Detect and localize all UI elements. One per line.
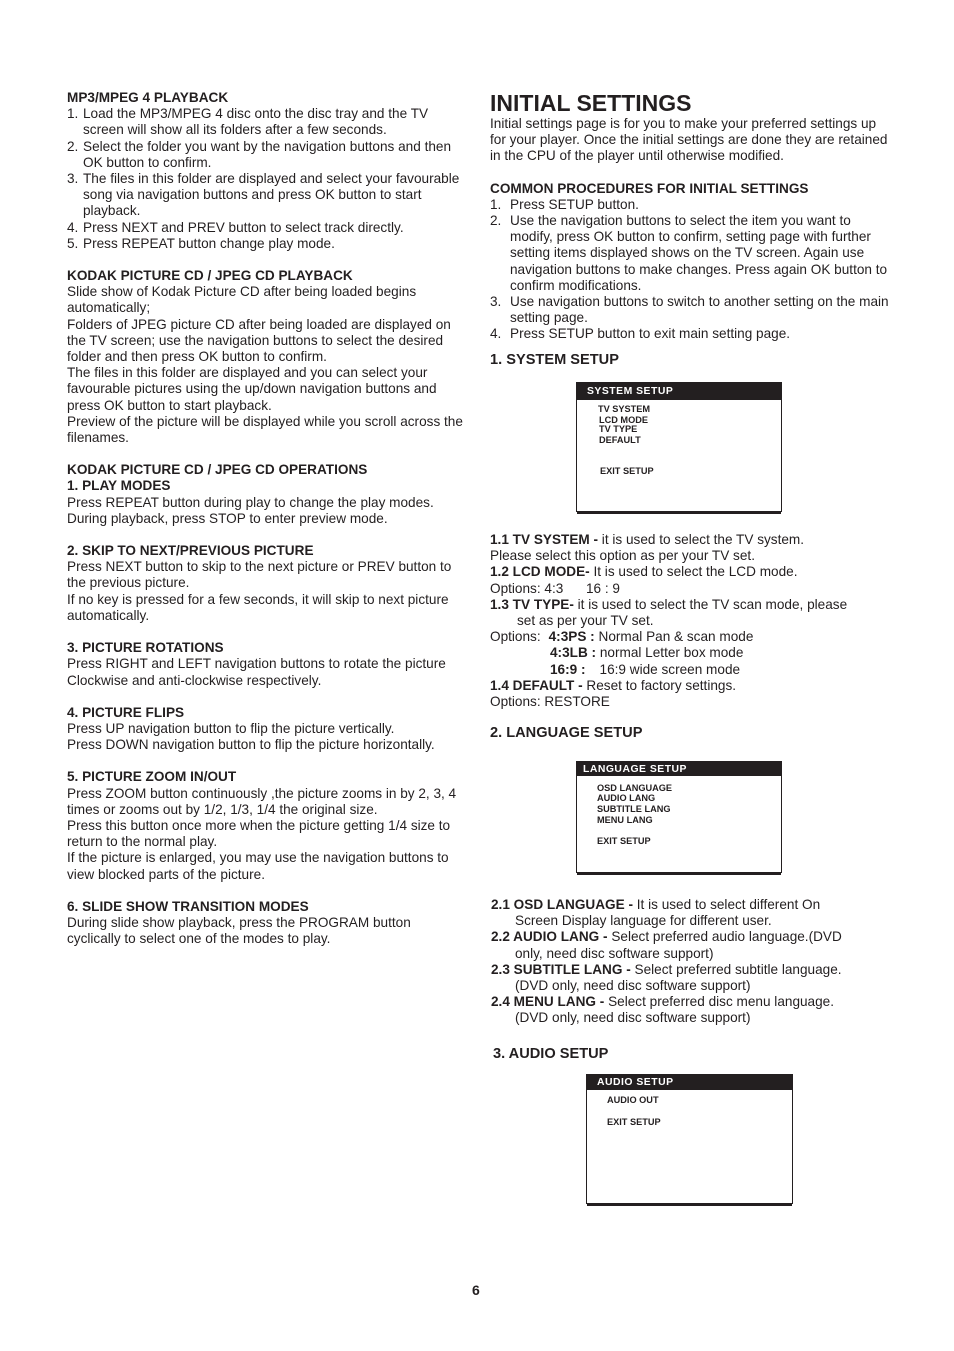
tv-system-desc: 1.1 TV SYSTEM - it is used to select the TV system.	[490, 532, 805, 547]
menu-item-menu-lang[interactable]: MENU LANG	[597, 815, 653, 825]
paragraph: Press NEXT button to skip to the next picture or PREV button to the previous picture.	[67, 559, 452, 591]
menu-shadow	[587, 1203, 792, 1206]
paragraph: only, need disc software support)	[515, 945, 714, 961]
mp3-steps	[67, 106, 467, 252]
menu-item-lcd-mode[interactable]: LCD MODE	[599, 415, 648, 425]
menu-item-audio-lang[interactable]: AUDIO LANG	[597, 793, 656, 803]
slide-title: 6. SLIDE SHOW TRANSITION MODES	[67, 898, 309, 914]
paragraph: The files in this folder are displayed and you can select your favourable pictures using the up/down navigation buttons and press OK button to start playback.	[67, 365, 437, 413]
paragraph: Please select this option as per your TV set.	[490, 548, 755, 564]
menu-lang-desc: 2.4 MENU LANG - Select preferred disc menu language.	[491, 994, 835, 1010]
paragraph: Press RIGHT and LEFT navigation buttons to rotate the picture Clockwise and anti-clockwise respectively.	[67, 656, 446, 688]
menu-item-tv-system[interactable]: TV SYSTEM	[598, 404, 651, 414]
list-item: 4. Press SETUP button to exit main setting page.	[490, 326, 791, 342]
list-item: 1. Load the MP3/MPEG 4 disc onto the disc tray and the TV screen will show all its folders after a few seconds.	[67, 106, 429, 138]
tv-type-option-3: 16:9 : 16:9 wide screen mode	[550, 661, 741, 677]
menu-item-default[interactable]: DEFAULT	[599, 435, 641, 445]
osd-language-desc: 2.1 OSD LANGUAGE - It is used to select different On	[491, 897, 821, 912]
right-column	[490, 90, 890, 343]
kodak-playback-heading: KODAK PICTURE CD / JPEG CD PLAYBACK	[67, 268, 353, 284]
list-item: 4. Press NEXT and PREV button to select track directly.	[67, 219, 404, 235]
menu-item-exit-setup[interactable]: EXIT SETUP	[607, 1117, 661, 1127]
paragraph: Options: RESTORE	[490, 694, 610, 710]
paragraph: Folders of JPEG picture CD after being loaded are displayed on the TV screen; use the navigation buttons to select the desired folder and then press OK button to confirm.	[67, 316, 451, 365]
menu-item-audio-out[interactable]: AUDIO OUT	[607, 1095, 659, 1105]
system-descriptions	[490, 532, 890, 710]
paragraph: set as per your TV set.	[517, 613, 654, 629]
skip-title: 2. SKIP TO NEXT/PREVIOUS PICTURE	[67, 543, 314, 559]
tv-type-option-1: Options: 4:3PS : Normal Pan & scan mode	[490, 629, 754, 645]
rotations-title: 3. PICTURE ROTATIONS	[67, 640, 224, 656]
language-setup-heading: 2. LANGUAGE SETUP	[490, 725, 643, 741]
paragraph: Press ZOOM button continuously ,the picture zooms in by 2, 3, 4 times or zooms out by 1/2, 1/3, 1/4 the original size.	[67, 785, 457, 817]
subtitle-lang-desc: 2.3 SUBTITLE LANG - Select preferred subtitle language.	[491, 961, 842, 977]
menu-item-osd-language[interactable]: OSD LANGUAGE	[597, 783, 673, 793]
language-setup-menu	[576, 761, 782, 873]
list-item: 5. Press REPEAT button change play mode.	[67, 235, 335, 251]
menu-shadow	[577, 511, 781, 514]
paragraph: During playback, press STOP to enter preview mode.	[67, 510, 388, 526]
menu-title-bar: AUDIO SETUP	[587, 1075, 792, 1090]
common-steps	[490, 197, 890, 343]
paragraph: Press UP navigation button to flip the picture vertically.	[67, 720, 395, 736]
flips-title: 4. PICTURE FLIPS	[67, 704, 185, 720]
menu-title-bar: LANGUAGE SETUP	[577, 762, 781, 776]
paragraph: Options: 4:3 16 : 9	[490, 580, 620, 596]
paragraph: Preview of the picture will be displayed while you scroll across the filenames.	[67, 413, 463, 446]
paragraph: (DVD only, need disc software support)	[515, 978, 751, 994]
menu-item-tv-type[interactable]: TV TYPE	[599, 424, 638, 434]
paragraph: If no key is pressed for a few seconds, it will skip to next picture automatically.	[67, 591, 449, 623]
system-setup-heading: 1. SYSTEM SETUP	[490, 352, 619, 368]
list-item: 2. Use the navigation buttons to select the item you want to modify, press OK button to confirm, setting page with further setting items displayed shows on the TV screen. Again use navigation buttons to make changes. Press again OK button to confirm modifications.	[490, 213, 888, 293]
menu-item-exit-setup[interactable]: EXIT SETUP	[600, 466, 654, 476]
paragraph: Screen Display language for different user.	[515, 913, 772, 929]
tv-type-desc: 1.3 TV TYPE- it is used to select the TV scan mode, please	[490, 596, 848, 612]
paragraph: During slide show playback, press the PROGRAM button cyclically to select one of the modes to play.	[67, 914, 411, 947]
mp3-heading: MP3/MPEG 4 PLAYBACK	[67, 90, 229, 105]
paragraph: Press DOWN navigation button to flip the picture horizontally.	[67, 737, 435, 753]
menu-item-subtitle-lang[interactable]: SUBTITLE LANG	[597, 804, 671, 814]
list-item: 1. Press SETUP button.	[490, 196, 639, 212]
menu-title-bar: SYSTEM SETUP	[577, 383, 781, 400]
paragraph: Press this button once more when the picture getting 1/4 size to return to the normal play.	[67, 817, 451, 850]
paragraph: Press REPEAT button during play to change the play modes.	[67, 494, 434, 510]
intro-paragraph: Initial settings page is for you to make your preferred settings up for your player. Once the initial settings are done they are retained in the CPU of the player until otherwise modified.	[490, 116, 888, 164]
page-title: INITIAL SETTINGS	[490, 90, 692, 116]
page-number: 6	[472, 1282, 480, 1298]
left-column	[67, 90, 467, 947]
zoom-title: 5. PICTURE ZOOM IN/OUT	[67, 769, 237, 785]
list-item: 3. Use navigation buttons to switch to another setting on the main setting page.	[490, 294, 889, 326]
lcd-mode-desc: 1.2 LCD MODE- It is used to select the LCD mode.	[490, 564, 798, 580]
kodak-ops-heading: KODAK PICTURE CD / JPEG CD OPERATIONS	[67, 462, 368, 478]
list-item: 3. The files in this folder are displayed and select your favourable song via navigation buttons and press OK button to start playback.	[67, 171, 460, 219]
play-modes-title: 1. PLAY MODES	[67, 478, 171, 494]
language-descriptions	[491, 897, 891, 1027]
paragraph: If the picture is enlarged, you may use the navigation buttons to view blocked parts of the picture.	[67, 850, 449, 882]
common-heading: COMMON PROCEDURES FOR INITIAL SETTINGS	[490, 180, 809, 196]
paragraph: (DVD only, need disc software support)	[515, 1010, 751, 1026]
list-item: 2. Select the folder you want by the navigation buttons and then OK button to confirm.	[67, 138, 452, 170]
audio-setup-menu	[586, 1074, 793, 1204]
audio-lang-desc: 2.2 AUDIO LANG - Select preferred audio language.(DVD	[491, 929, 842, 945]
paragraph: Slide show of Kodak Picture CD after being loaded begins automatically;	[67, 284, 417, 316]
default-desc: 1.4 DEFAULT - Reset to factory settings.	[490, 677, 737, 693]
menu-shadow	[577, 872, 781, 875]
menu-item-exit-setup[interactable]: EXIT SETUP	[597, 836, 651, 846]
audio-setup-heading: 3. AUDIO SETUP	[493, 1046, 609, 1062]
system-setup-menu	[576, 382, 782, 512]
tv-type-option-2: 4:3LB : normal Letter box mode	[550, 645, 744, 661]
